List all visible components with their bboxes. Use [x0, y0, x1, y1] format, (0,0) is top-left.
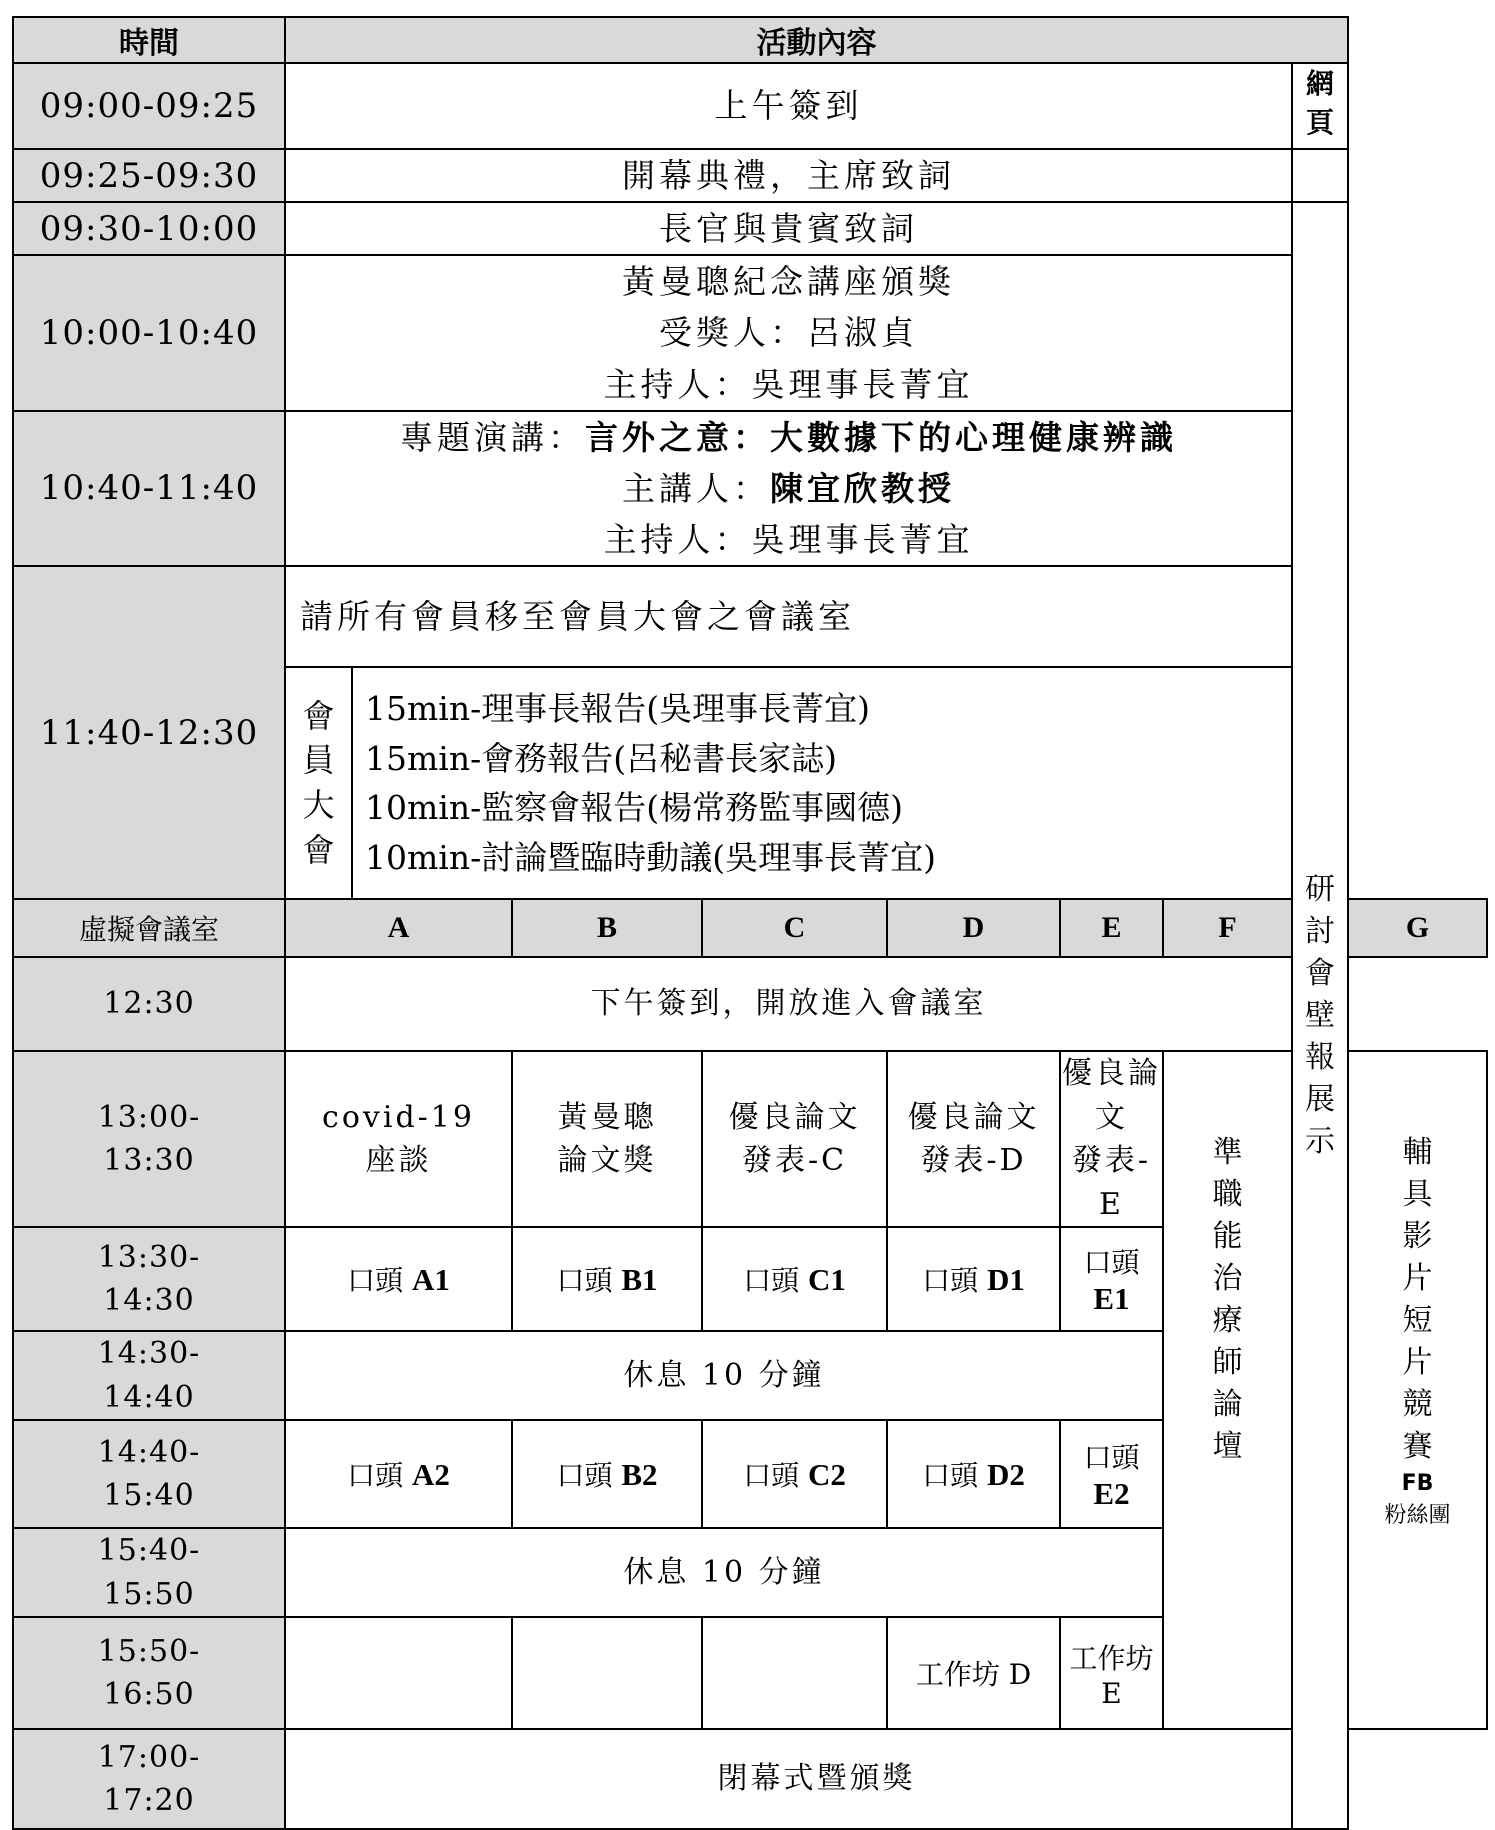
time-cell: 13:00- 13:30: [13, 1051, 285, 1227]
workshop-d: 工作坊 D: [887, 1617, 1060, 1729]
workshop-b-empty: [512, 1617, 702, 1729]
keynote-speaker: 主講人：陳宜欣教授: [622, 468, 955, 508]
content-header: 活動內容: [285, 17, 1348, 63]
column-header-f: F: [1163, 899, 1292, 957]
meeting-notice: 請所有會員移至會員大會之會議室: [285, 566, 1292, 667]
forum-column-f: 準職能治療師論壇: [1163, 1051, 1292, 1729]
oral-c2: 口頭 C2: [702, 1420, 887, 1528]
oral-d2: 口頭 D2: [887, 1420, 1060, 1528]
keynote-cell: [285, 411, 1292, 566]
workshop-a-empty: [285, 1617, 512, 1729]
oral-a2: 口頭 A2: [285, 1420, 512, 1528]
oral-d1: 口頭 D1: [887, 1227, 1060, 1331]
award-cell: [285, 255, 1292, 410]
session-c: 優良論文 發表-C: [702, 1051, 887, 1227]
activity-cell: 開幕典禮，主席致詞: [285, 149, 1292, 202]
time-cell: 09:00-09:25: [13, 63, 285, 149]
break-cell: 休息 10 分鐘: [285, 1528, 1163, 1617]
column-header-g: G: [1348, 899, 1487, 957]
keynote-speaker-name: 陳宜欣教授: [770, 468, 955, 508]
meeting-item: 15min-會務報告(呂秘書長家誌): [365, 738, 837, 778]
meeting-item: 10min-討論暨臨時動議(吳理事長菁宜): [365, 837, 936, 877]
oral-e1: 口頭 E1: [1060, 1227, 1163, 1331]
time-cell: 09:30-10:00: [13, 202, 285, 255]
time-cell: 13:30- 14:30: [13, 1227, 285, 1331]
virtual-room-label: 虛擬會議室: [13, 899, 285, 957]
video-contest-column-g: 輔具影片短片競賽 FB 粉絲團: [1348, 1051, 1487, 1729]
time-cell: 15:50- 16:50: [13, 1617, 285, 1729]
web-label: 網頁: [1292, 63, 1348, 149]
column-header-b: B: [512, 899, 702, 957]
workshop-c-empty: [702, 1617, 887, 1729]
fans-label: 粉絲團: [1384, 1503, 1451, 1529]
award-title: 黃曼聰紀念講座頒獎: [622, 262, 955, 302]
keynote-host: 主持人：吳理事長菁宜: [603, 519, 974, 559]
time-cell: 10:00-10:40: [13, 255, 285, 410]
time-cell: 14:30- 14:40: [13, 1331, 285, 1420]
meeting-items: [352, 667, 1292, 899]
award-host: 主持人：吳理事長菁宜: [603, 364, 974, 404]
session-a: covid-19 座談: [285, 1051, 512, 1227]
oral-b1: 口頭 B1: [512, 1227, 702, 1331]
column-header-d: D: [887, 899, 1060, 957]
break-cell: 休息 10 分鐘: [285, 1331, 1163, 1420]
fb-label: FB: [1401, 1471, 1434, 1497]
column-header-a: A: [285, 899, 512, 957]
checkin-cell: 下午簽到，開放進入會議室: [285, 957, 1292, 1051]
web-label-spacer: [1292, 149, 1348, 202]
keynote-title: 言外之意：大數據下的心理健康辨識: [585, 417, 1177, 457]
column-header-c: C: [702, 899, 887, 957]
meeting-item: 10min-監察會報告(楊常務監事國德): [365, 788, 903, 828]
session-b: 黃曼聰 論文獎: [512, 1051, 702, 1227]
closing-cell: 閉幕式暨頒獎: [285, 1729, 1348, 1829]
oral-b2: 口頭 B2: [512, 1420, 702, 1528]
schedule-table: [12, 16, 1488, 1830]
keynote-topic: 專題演講：言外之意：大數據下的心理健康辨識: [400, 417, 1177, 457]
oral-c1: 口頭 C1: [702, 1227, 887, 1331]
time-cell: 09:25-09:30: [13, 149, 285, 202]
activity-cell: 長官與貴賓致詞: [285, 202, 1292, 255]
time-cell: 14:40- 15:40: [13, 1420, 285, 1528]
general-meeting-label: 會員大會: [285, 667, 352, 899]
workshop-e: 工作坊 E: [1060, 1617, 1163, 1729]
award-recipient: 受獎人：呂淑貞: [659, 313, 918, 353]
meeting-item: 15min-理事長報告(吳理事長菁宜): [365, 689, 870, 729]
session-d: 優良論文 發表-D: [887, 1051, 1060, 1227]
activity-cell: 上午簽到: [285, 63, 1292, 149]
column-header-e: E: [1060, 899, 1163, 957]
oral-e2: 口頭 E2: [1060, 1420, 1163, 1528]
oral-a1: 口頭 A1: [285, 1227, 512, 1331]
time-cell: 15:40- 15:50: [13, 1528, 285, 1617]
poster-exhibition-label: 研討會壁報展示: [1292, 202, 1348, 1829]
time-cell: 12:30: [13, 957, 285, 1051]
time-cell: 17:00- 17:20: [13, 1729, 285, 1829]
time-cell: 10:40-11:40: [13, 411, 285, 566]
time-header: 時間: [13, 17, 285, 63]
time-cell: 11:40-12:30: [13, 566, 285, 899]
session-e: 優良論文 發表-E: [1060, 1051, 1163, 1227]
